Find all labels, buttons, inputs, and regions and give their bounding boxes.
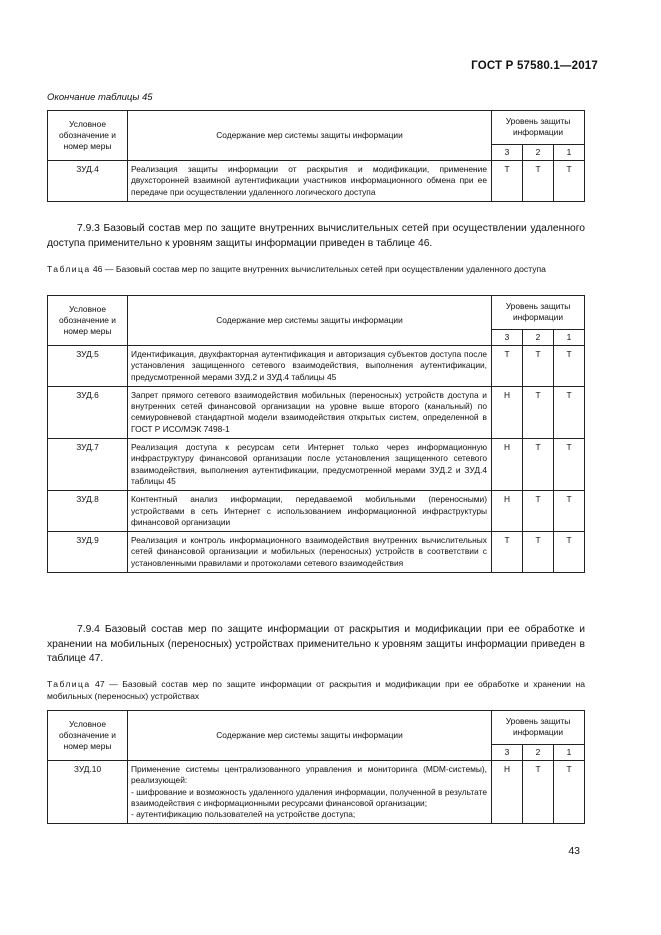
header-level-2: 2 [523, 145, 554, 161]
header-level-1: 1 [554, 745, 585, 761]
measure-description-line: Применение системы централизованного управления и мониторинга (MDM-системы), реализующей: [131, 764, 487, 786]
measure-code: ЗУД.7 [48, 439, 128, 491]
level-3-value: Н [492, 491, 523, 532]
document-standard-header: ГОСТ Р 57580.1—2017 [471, 60, 598, 72]
paragraph-7-9-4: 7.9.4 Базовый состав мер по защите информации от раскрытия и модификации при ее обработке и хранении на мобильных (переносных) устройствах применительно к уровням защиты информации приведен в таблице 47. [47, 624, 585, 664]
header-measure-code: Условное обозначение и номер меры [48, 111, 128, 161]
header-level-1: 1 [554, 330, 585, 346]
level-2-value: Т [523, 346, 554, 387]
level-1-value: Т [554, 532, 585, 573]
header-protection-levels: Уровень защиты информации [492, 111, 585, 145]
table-47-caption [47, 678, 585, 702]
level-2-value: Т [523, 386, 554, 438]
table-46-caption [47, 263, 585, 275]
header-protection-levels: Уровень защиты информации [492, 711, 585, 745]
table-row [48, 439, 585, 491]
paragraph-7-9-3: 7.9.3 Базовый состав мер по защите внутренних вычислительных сетей при осуществлении удаленного доступа применительно к уровням защиты информации приведен в таблице 46. [47, 223, 585, 249]
header-level-1: 1 [554, 145, 585, 161]
measure-code: ЗУД.4 [48, 161, 128, 202]
measure-code: ЗУД.5 [48, 346, 128, 387]
page-number: 43 [568, 845, 580, 857]
measure-description: Запрет прямого сетевого взаимодействия мобильных (переносных) устройств доступа и внутренних сетей финансовой организации на уровне выше второго (канальный) по семиуровневой стандартной модели взаимодействия открытых систем, определенной в ГОСТ Р ИСО/МЭК 7498-1 [128, 386, 492, 438]
table-45-continuation-caption: Окончание таблицы 45 [47, 92, 153, 103]
level-1-value: Т [554, 386, 585, 438]
table-47-caption-text: 47 — Базовый состав мер по защите информации от раскрытия и модификации при ее обработке и хранении на мобильных (переносных) устройствах [47, 679, 585, 701]
measure-code: ЗУД.9 [48, 532, 128, 573]
table-45 [47, 110, 585, 202]
table-46-caption-word: Таблица [47, 264, 91, 274]
table-47 [47, 710, 585, 824]
table-row [48, 161, 585, 202]
table-46 [47, 295, 585, 573]
table-row [48, 346, 585, 387]
table-row [48, 532, 585, 573]
header-level-2: 2 [523, 745, 554, 761]
level-1-value: Т [554, 491, 585, 532]
header-measure-content: Содержание мер системы защиты информации [128, 296, 492, 346]
level-1-value: Т [554, 346, 585, 387]
table-row [48, 491, 585, 532]
level-2-value: Т [523, 161, 554, 202]
measure-description-line: - шифрование и возможность удаленного удаления информации, полученной в результате взаимодействия с информационными ресурсами финансовой организации; [131, 786, 487, 808]
level-3-value: Н [492, 761, 523, 824]
measure-description: Реализация защиты информации от раскрытия и модификации, применение двухсторонней взаимной аутентификации участников информационного обмена при ее передаче при осуществлении удаленного логического доступа [128, 161, 492, 202]
table-46-caption-text: 46 — Базовый состав мер по защите внутренних вычислительных сетей при осуществлении удаленного доступа [90, 264, 546, 274]
table-47-caption-word: Таблица [47, 679, 91, 689]
measure-code: ЗУД.6 [48, 386, 128, 438]
header-measure-content: Содержание мер системы защиты информации [128, 111, 492, 161]
level-2-value: Т [523, 532, 554, 573]
measure-description: Реализация и контроль информационного взаимодействия внутренних вычислительных сетей финансовой организации и мобильных (переносных) устройств в соответствии с установленными правилами и протоколами сетевого взаимодействия [128, 532, 492, 573]
measure-code: ЗУД.8 [48, 491, 128, 532]
level-3-value: Н [492, 386, 523, 438]
header-level-2: 2 [523, 330, 554, 346]
level-3-value: Т [492, 161, 523, 202]
level-3-value: Т [492, 346, 523, 387]
measure-description [128, 761, 492, 824]
measure-description-line: - аутентификацию пользователей на устройстве доступа; [131, 809, 356, 820]
measure-code: ЗУД.10 [48, 761, 128, 824]
measure-description: Реализация доступа к ресурсам сети Интернет только через информационную инфраструктуру финансовой организации после установления защищенного сетевого взаимодействия, выполнения аутентификации, предусмотренной мерами ЗУД.2 и ЗУД.4 таблицы 45 [128, 439, 492, 491]
level-2-value: Т [523, 439, 554, 491]
measure-description: Контентный анализ информации, передаваемой мобильными (переносными) устройствами в сеть Интернет с использованием информационной инфраструктуры финансовой организации [128, 491, 492, 532]
header-level-3: 3 [492, 330, 523, 346]
level-3-value: Т [492, 532, 523, 573]
level-1-value: Т [554, 761, 585, 824]
header-measure-content: Содержание мер системы защиты информации [128, 711, 492, 761]
measure-description: Идентификация, двухфакторная аутентификация и авторизация субъектов доступа после установления защищенного сетевого взаимодействия, выполнения аутентификации, предусмотренной мерами ЗУД.2 и ЗУД.4 таблицы 45 [128, 346, 492, 387]
level-1-value: Т [554, 439, 585, 491]
level-2-value: Т [523, 761, 554, 824]
level-1-value: Т [554, 161, 585, 202]
header-measure-code: Условное обозначение и номер меры [48, 711, 128, 761]
level-3-value: Н [492, 439, 523, 491]
level-2-value: Т [523, 491, 554, 532]
header-protection-levels: Уровень защиты информации [492, 296, 585, 330]
header-level-3: 3 [492, 745, 523, 761]
header-measure-code: Условное обозначение и номер меры [48, 296, 128, 346]
header-level-3: 3 [492, 145, 523, 161]
table-row [48, 386, 585, 438]
table-row [48, 761, 585, 824]
